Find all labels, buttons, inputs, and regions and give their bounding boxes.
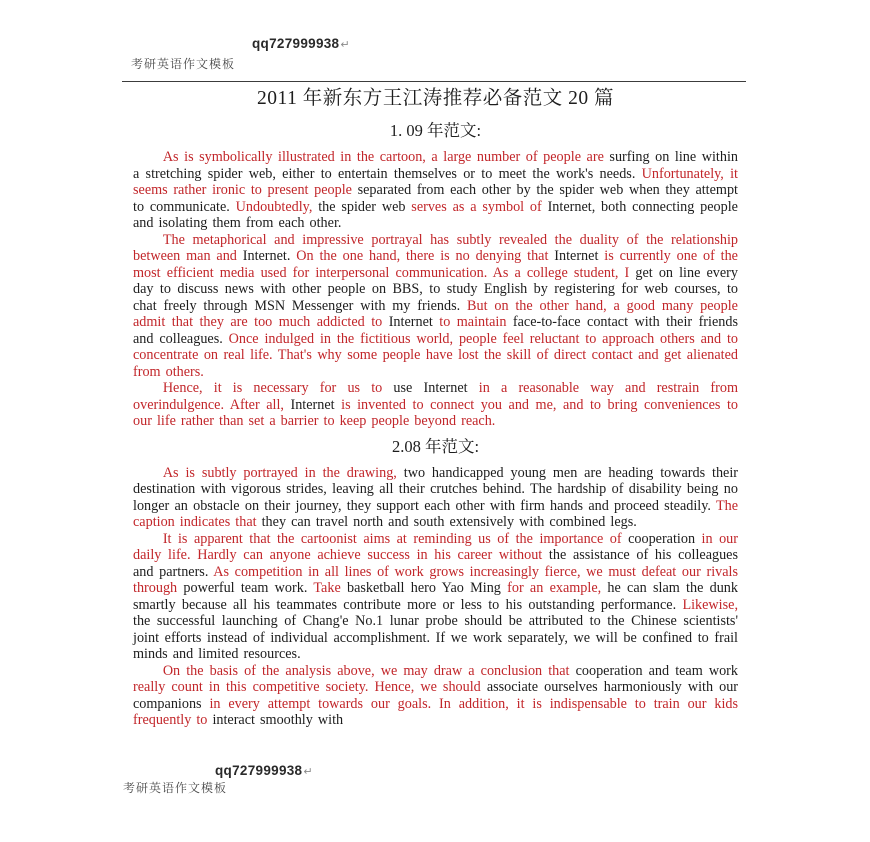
- paragraph: [133, 663, 738, 729]
- text-run-red: Unfortunately, it seems rather ironic to present people: [133, 165, 738, 198]
- text-run-red: The metaphorical and impressive portrayal has subtly revealed the duality of the relationship between man and: [133, 231, 738, 264]
- text-run-red: really count in this competitive society. Hence, we should: [133, 679, 487, 695]
- text-run-red: Likewise,: [682, 596, 738, 613]
- text-run-black: basketball hero Yao Ming: [346, 580, 508, 596]
- text-run-red: But on the other hand, a good many people admit that they are too much addicted to: [133, 297, 738, 330]
- text-run-black: they can travel north and south extensively with combined legs.: [261, 514, 637, 530]
- section-heading: 1. 09 年范文:: [389, 121, 482, 140]
- paragraph: [133, 465, 738, 531]
- header-watermark-text: qq727999938: [252, 36, 340, 51]
- text-run-red: is invented to connect you and me, and to bring conveniences to our life rather than set a barrier to keep people beyond reach.: [133, 396, 738, 429]
- text-run-red: Take: [313, 580, 347, 596]
- text-run-black: he can slam the dunk smartly because all his teammates contribute more or less to his outstanding performance.: [133, 580, 738, 613]
- text-run-red: On the one hand, there is no denying that: [296, 248, 555, 264]
- text-run-black: Internet: [290, 396, 342, 413]
- text-run-red: It is apparent that the cartoonist aims at reminding us of the importance of: [162, 530, 629, 547]
- text-run-red: in every attempt towards our goals. In addition, it is indispensable to train our kids frequently to: [133, 695, 739, 728]
- text-run-red: to maintain: [439, 314, 513, 330]
- text-run-black: Internet: [554, 248, 605, 264]
- text-run-black: use Internet: [393, 380, 479, 396]
- text-run-black: two handicapped young men are heading towards their destination with vigorous strides, leaving all their crutches behind. The hardship of disability being no longer an obstacle on their journey, they support each other with firm hands and proceed steadily.: [133, 464, 739, 514]
- text-run-red: serves as a symbol of: [411, 198, 548, 215]
- text-run-red: in a reasonable way and restrain from overindulgence. After all,: [133, 380, 738, 413]
- text-run-black: associate ourselves harmoniously with our companions: [133, 679, 739, 712]
- text-run-black: get on line every day to discuss news with other people on BBS, to study English by registering for web courses, to chat freely through MSN Messenger with my friends.: [133, 264, 738, 314]
- text-run-red: On the basis of the analysis above, we may draw a conclusion that: [162, 662, 576, 679]
- text-run-black: powerful team work.: [183, 580, 314, 596]
- text-run-red: As is symbolically illustrated in the cartoon, a large number of people are: [162, 149, 610, 165]
- text-run-black: cooperation and team work: [575, 662, 739, 679]
- document-title: 2011 年新东方王江涛推荐必备范文 20 篇: [257, 88, 614, 109]
- text-run-black: the assistance of his colleagues and partners.: [133, 547, 738, 580]
- document-body: [133, 86, 738, 729]
- text-run-red: is currently one of the most efficient media used for interpersonal communication. As a college student, I: [133, 248, 738, 281]
- text-run-black: separated from each other by the spider web when they attempt to communicate.: [133, 182, 738, 215]
- text-run-black: face-to-face contact with their friends and colleagues.: [133, 314, 738, 347]
- text-run-red: in our daily life. Hardly can anyone achieve success in his career without: [133, 530, 738, 563]
- text-run-red: As is subtly portrayed in the drawing,: [162, 464, 404, 481]
- text-run-black: the spider web: [318, 198, 412, 215]
- paragraph-return-icon: ↵: [340, 39, 350, 51]
- text-run-black: the successful launching of Chang'e No.1 lunar probe should be attributed to the Chinese scientists' joint efforts instead of individual accomplishment. If we work separately, we will be confined to frail minds and limited resources.: [133, 613, 738, 662]
- text-run-black: Internet: [388, 314, 440, 330]
- text-run-red: Hence, it is necessary for us to: [162, 380, 394, 396]
- footer-watermark: [215, 763, 313, 778]
- text-run-red: for an example,: [507, 580, 608, 596]
- header-rule: [122, 81, 746, 82]
- header-label: 考研英语作文模板: [131, 57, 236, 71]
- text-run-red: The caption indicates that: [133, 497, 738, 530]
- text-run-red: As competition in all lines of work grows increasingly fierce, we must defeat our rivals through: [133, 563, 738, 596]
- text-run-black: interact smoothly with: [212, 712, 344, 728]
- paragraph-return-icon: ↵: [303, 766, 313, 778]
- footer-label: 考研英语作文模板: [123, 781, 228, 795]
- footer-watermark-text: qq727999938: [215, 763, 303, 778]
- text-run-black: Internet.: [242, 248, 297, 264]
- section-heading: 2.08 年范文:: [391, 436, 480, 456]
- sections-container: [133, 120, 738, 729]
- text-run-black: Internet, both connecting people and isolating them from each other.: [133, 198, 738, 231]
- paragraph: [133, 380, 738, 430]
- paragraph: [133, 232, 738, 381]
- text-run-black: surfing on line within a stretching spider web, either to entertain themselves or to meet the work's needs.: [133, 149, 738, 182]
- header-watermark: [252, 36, 350, 51]
- paragraph: [133, 531, 738, 663]
- text-run-black: cooperation: [628, 530, 702, 547]
- text-run-red: Undoubtedly,: [235, 198, 319, 215]
- paragraph: [133, 149, 738, 232]
- text-run-red: Once indulged in the fictitious world, people feel reluctant to approach others and to concentrate on real life. That's why some people have lost the skill of direct contact and get alienated from others.: [133, 330, 738, 380]
